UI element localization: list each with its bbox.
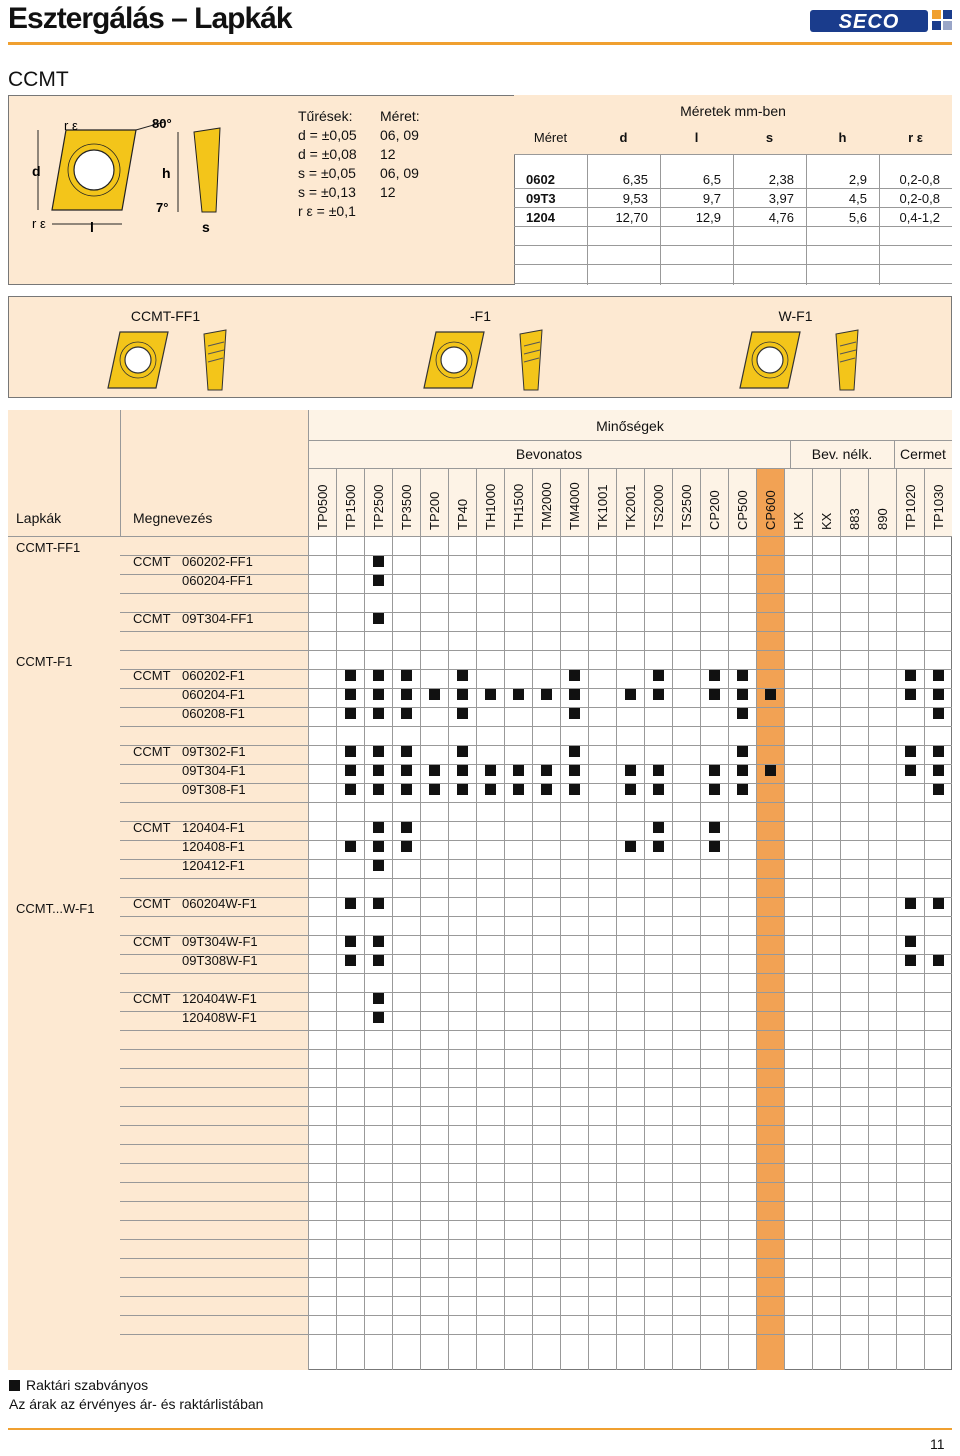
tolerance-size: 12 [380, 146, 396, 162]
grade-header-tp2500: TP2500 [371, 484, 386, 530]
dims-col-header: r ε [908, 130, 923, 145]
stock-mark [345, 689, 356, 700]
row-code: 120412-F1 [182, 858, 245, 873]
dims-col-header: h [838, 130, 847, 145]
dims-cell: 0,2-0,8 [899, 172, 940, 187]
grade-col-rule [728, 468, 729, 1370]
dims-cell: 12,70 [615, 210, 648, 225]
dims-row-rule [514, 226, 952, 227]
row-code: 060204-FF1 [182, 573, 253, 588]
stock-mark [709, 784, 720, 795]
stock-mark [905, 670, 916, 681]
label-l: l [90, 219, 94, 235]
stock-mark [457, 746, 468, 757]
stock-mark [905, 689, 916, 700]
row-prefix: CCMT [133, 934, 171, 949]
grade-col-rule [700, 468, 701, 1370]
stock-mark [709, 670, 720, 681]
grade-header-tk2001: TK2001 [623, 484, 638, 530]
stock-mark [765, 689, 776, 700]
dims-row-rule [514, 188, 952, 189]
stock-mark [905, 746, 916, 757]
stock-mark [541, 765, 552, 776]
stock-mark [401, 708, 412, 719]
stock-mark [401, 822, 412, 833]
stock-mark [933, 898, 944, 909]
stock-mark [429, 765, 440, 776]
stock-mark [373, 898, 384, 909]
stock-mark [541, 784, 552, 795]
row-code: 060202-FF1 [182, 554, 253, 569]
stock-marker-icon [9, 1380, 20, 1391]
stock-mark [933, 955, 944, 966]
stock-mark [569, 784, 580, 795]
label-re-bottom: r ε [32, 216, 46, 231]
dims-cell: 9,7 [702, 191, 721, 206]
tolerance-value: s = ±0,13 [298, 184, 356, 200]
stock-mark [933, 670, 944, 681]
row-rule [120, 1030, 952, 1031]
grade-header-tp1030: TP1030 [931, 484, 946, 530]
stock-mark [569, 708, 580, 719]
stock-mark [653, 841, 664, 852]
stock-mark [373, 841, 384, 852]
stock-mark [905, 936, 916, 947]
row-rule [120, 593, 952, 594]
dims-cell: 2,38 [768, 172, 794, 187]
grade-col-rule [420, 468, 421, 1370]
grade-col-rule [532, 468, 533, 1370]
stock-mark [373, 784, 384, 795]
grade-header-tp1500: TP1500 [343, 484, 358, 530]
stock-mark [485, 784, 496, 795]
stock-mark [373, 765, 384, 776]
grade-col-rule [476, 468, 477, 1370]
row-code: 09T304W-F1 [182, 934, 258, 949]
grade-col-rule [756, 468, 757, 1370]
grade-header-tp0500: TP0500 [315, 484, 330, 530]
grade-col-rule [924, 468, 925, 1370]
stock-mark [373, 822, 384, 833]
row-code: 120408W-F1 [182, 1010, 257, 1025]
dims-cell: 3,97 [768, 191, 794, 206]
dims-cell: 2,9 [848, 172, 867, 187]
grade-header-ts2000: TS2000 [651, 484, 666, 530]
group-cermet: Cermet [900, 446, 946, 462]
stock-mark [513, 784, 524, 795]
stock-mark [625, 841, 636, 852]
stock-mark [457, 708, 468, 719]
size-heading: Méret: [380, 108, 420, 124]
row-rule [120, 1087, 952, 1088]
grade-col-rule [896, 468, 897, 1370]
grade-header-cp200: CP200 [707, 490, 722, 530]
stock-mark [737, 746, 748, 757]
dims-cell: 5,6 [848, 210, 867, 225]
row-rule [120, 1068, 952, 1069]
stock-mark [709, 689, 720, 700]
group-uncoated: Bev. nélk. [811, 446, 873, 462]
geometry-insert-icon-ff1 [104, 328, 244, 392]
dims-row-rule [514, 283, 952, 284]
stock-mark [345, 898, 356, 909]
grade-header-th1500: TH1500 [511, 483, 526, 530]
stock-mark [709, 841, 720, 852]
row-rule [120, 1315, 952, 1316]
row-rule [120, 1296, 952, 1297]
footer-rule [8, 1428, 952, 1430]
stock-mark [569, 670, 580, 681]
dims-cell: 4,5 [848, 191, 867, 206]
tolerance-size: 12 [380, 184, 396, 200]
grade-header-890: 890 [875, 508, 890, 530]
stock-mark [373, 936, 384, 947]
grade-header-tp200: TP200 [427, 491, 442, 530]
stock-mark [373, 613, 384, 624]
dims-col-header: d [619, 130, 628, 145]
col-header-lapkak: Lapkák [16, 510, 62, 526]
header-rule [8, 42, 952, 45]
stock-mark [569, 765, 580, 776]
geometry-label-f1: -F1 [470, 308, 491, 324]
grade-col-rule [448, 468, 449, 1370]
dims-cell: 6,5 [702, 172, 721, 187]
row-rule [120, 1258, 952, 1259]
stock-mark [653, 784, 664, 795]
stock-mark [709, 765, 720, 776]
row-code: 060208-F1 [182, 706, 245, 721]
row-code: 09T304-FF1 [182, 611, 254, 626]
grade-col-rule [812, 468, 813, 1370]
row-code: 120404-F1 [182, 820, 245, 835]
stock-mark [653, 822, 664, 833]
stock-mark [457, 670, 468, 681]
model-name: CCMT [8, 68, 69, 91]
dims-col-header: l [694, 130, 699, 145]
stock-mark [653, 689, 664, 700]
stock-mark [933, 765, 944, 776]
stock-mark [401, 765, 412, 776]
grade-col-rule [560, 468, 561, 1370]
label-re-top: r ε [64, 118, 78, 133]
row-rule [120, 1239, 952, 1240]
geometry-insert-icon-f1 [420, 328, 560, 392]
tolerance-size: 06, 09 [380, 165, 419, 181]
stock-mark [345, 784, 356, 795]
grade-header-tp3500: TP3500 [399, 484, 414, 530]
stock-mark [401, 746, 412, 757]
stock-mark [513, 689, 524, 700]
label-h: h [162, 165, 171, 181]
stock-mark [373, 993, 384, 1004]
insert-dimension-drawing [24, 108, 234, 238]
grade-header-tp1020: TP1020 [903, 484, 918, 530]
stock-mark [737, 765, 748, 776]
stock-mark [933, 708, 944, 719]
group-label: CCMT-F1 [16, 654, 73, 669]
row-code: 120408-F1 [182, 839, 245, 854]
stock-mark [373, 1012, 384, 1023]
dimensions-caption: Méretek mm-ben [680, 103, 786, 119]
stock-mark [737, 689, 748, 700]
stock-mark [737, 670, 748, 681]
stock-mark [625, 689, 636, 700]
tolerance-heading: Tűrések: [298, 108, 353, 124]
row-rule [120, 1182, 952, 1183]
row-code: 060204-F1 [182, 687, 245, 702]
row-prefix: CCMT [133, 820, 171, 835]
header-rule [8, 536, 952, 537]
dims-row-rule [514, 245, 952, 246]
header-rule [308, 440, 952, 441]
label-clearance: 7° [156, 200, 169, 215]
row-code: 09T304-F1 [182, 763, 246, 778]
tolerance-value: d = ±0,08 [298, 146, 357, 162]
row-rule [120, 1049, 952, 1050]
row-rule [120, 802, 952, 803]
stock-mark [373, 746, 384, 757]
stock-mark [625, 765, 636, 776]
col-header-megnevezes: Megnevezés [133, 510, 213, 526]
group-coated: Bevonatos [515, 446, 583, 462]
row-rule [120, 1144, 952, 1145]
row-rule [120, 1201, 952, 1202]
row-code: 09T308-F1 [182, 782, 246, 797]
grade-col-rule [784, 468, 785, 1370]
grade-col-rule [644, 468, 645, 1370]
grade-col-rule [504, 468, 505, 1370]
tolerance-value: d = ±0,05 [298, 127, 357, 143]
grade-header-kx: KX [819, 512, 834, 530]
group-rule [790, 440, 791, 468]
grade-col-rule [868, 468, 869, 1370]
legend-stock: Raktári szabványos [26, 1377, 149, 1393]
geometry-label-wf1: W-F1 [778, 308, 813, 324]
stock-mark [933, 689, 944, 700]
stock-mark [345, 746, 356, 757]
dims-cell: 0602 [526, 172, 555, 187]
grade-header-tm2000: TM2000 [539, 482, 554, 530]
row-code: 09T308W-F1 [182, 953, 258, 968]
grade-col-rule [336, 468, 337, 1370]
stock-mark [765, 765, 776, 776]
row-prefix: CCMT [133, 668, 171, 683]
group-label: CCMT-FF1 [16, 540, 81, 555]
grade-header-cp600: CP600 [763, 490, 778, 530]
stock-mark [429, 689, 440, 700]
stock-mark [345, 708, 356, 719]
row-prefix: CCMT [133, 554, 171, 569]
geometry-insert-icon-wf1 [736, 328, 876, 392]
stock-mark [401, 689, 412, 700]
dims-cell: 9,53 [622, 191, 648, 206]
grade-col-rule [840, 468, 841, 1370]
stock-mark [905, 955, 916, 966]
stock-mark [569, 746, 580, 757]
grades-caption: Minőségek [596, 418, 664, 434]
dims-row-rule [514, 207, 952, 208]
stock-mark [457, 784, 468, 795]
stock-mark [709, 822, 720, 833]
row-rule [120, 726, 952, 727]
row-code: 09T302-F1 [182, 744, 246, 759]
stock-mark [345, 841, 356, 852]
label-d: d [32, 163, 41, 179]
dims-cell: 09T3 [526, 191, 556, 206]
grade-header-th1000: TH1000 [483, 483, 498, 530]
dims-cell: 1204 [526, 210, 555, 225]
geometry-label-ff1: CCMT-FF1 [130, 308, 201, 324]
label-angle: 80° [152, 116, 172, 131]
stock-mark [485, 765, 496, 776]
stock-mark [737, 784, 748, 795]
stock-mark [541, 689, 552, 700]
row-code: 060202-F1 [182, 668, 245, 683]
legend-note: Az árak az érvényes ár- és raktárlistában [9, 1396, 264, 1412]
grade-col-rule [672, 468, 673, 1370]
tolerance-size: 06, 09 [380, 127, 419, 143]
row-rule [120, 973, 952, 974]
stock-mark [373, 955, 384, 966]
stock-mark [345, 670, 356, 681]
row-prefix: CCMT [133, 991, 171, 1006]
row-rule [120, 1163, 952, 1164]
grade-col-rule [588, 468, 589, 1370]
page-number: 11 [930, 1436, 945, 1452]
stock-mark [345, 765, 356, 776]
stock-mark [569, 689, 580, 700]
grade-col-rule [616, 468, 617, 1370]
stock-mark [373, 670, 384, 681]
page-title: Esztergálás – Lapkák [8, 2, 292, 35]
stock-mark [373, 556, 384, 567]
group-label: CCMT...W-F1 [16, 901, 95, 916]
row-rule [120, 1334, 952, 1335]
stock-mark [933, 746, 944, 757]
grade-header-tp40: TP40 [455, 498, 470, 530]
dims-cell: 12,9 [695, 210, 721, 225]
row-rule [120, 1106, 952, 1107]
dims-cell: 0,4-1,2 [899, 210, 940, 225]
dims-cell: 4,76 [768, 210, 794, 225]
col-rule [120, 410, 121, 536]
row-rule [120, 878, 952, 879]
highlight-column-cp600 [756, 468, 784, 1370]
stock-mark [653, 765, 664, 776]
stock-mark [401, 841, 412, 852]
stock-mark [373, 708, 384, 719]
stock-mark [457, 689, 468, 700]
row-prefix: CCMT [133, 611, 171, 626]
stock-mark [345, 955, 356, 966]
row-code: 060204W-F1 [182, 896, 257, 911]
stock-mark [485, 689, 496, 700]
stock-mark [457, 765, 468, 776]
dims-col-header: s [765, 130, 774, 145]
row-rule [120, 1220, 952, 1221]
col-rule [308, 410, 309, 1370]
grade-header-tk1001: TK1001 [595, 484, 610, 530]
stock-mark [513, 765, 524, 776]
grade-header-883: 883 [847, 508, 862, 530]
stock-mark [401, 670, 412, 681]
stock-mark [905, 898, 916, 909]
grade-header-ts2500: TS2500 [679, 484, 694, 530]
dims-row-rule [514, 264, 952, 265]
stock-mark [373, 689, 384, 700]
grade-col-rule [364, 468, 365, 1370]
stock-mark [373, 860, 384, 871]
grade-header-tm4000: TM4000 [567, 482, 582, 530]
dims-cell: 0,2-0,8 [899, 191, 940, 206]
row-rule [120, 916, 952, 917]
row-rule [120, 631, 952, 632]
dims-cell: 6,35 [622, 172, 648, 187]
tolerance-value: r ε = ±0,1 [298, 203, 356, 219]
row-code: 120404W-F1 [182, 991, 257, 1006]
stock-mark [345, 936, 356, 947]
stock-mark [401, 784, 412, 795]
row-prefix: CCMT [133, 896, 171, 911]
grade-col-rule [392, 468, 393, 1370]
stock-mark [625, 784, 636, 795]
tolerance-value: s = ±0,05 [298, 165, 356, 181]
stock-mark [429, 784, 440, 795]
label-s: s [202, 219, 210, 235]
group-rule [894, 440, 895, 468]
row-prefix: CCMT [133, 744, 171, 759]
row-rule [120, 1277, 952, 1278]
grade-header-cp500: CP500 [735, 490, 750, 530]
row-rule [120, 1125, 952, 1126]
row-rule [120, 650, 952, 651]
logo-text: SECO [838, 11, 900, 33]
stock-mark [737, 708, 748, 719]
stock-mark [933, 784, 944, 795]
stock-mark [905, 765, 916, 776]
grade-header-hx: HX [791, 511, 806, 530]
stock-mark [653, 670, 664, 681]
dims-col-header: Méret [533, 130, 568, 145]
stock-mark [373, 575, 384, 586]
header-rule [308, 468, 952, 469]
seco-logo [810, 6, 952, 36]
